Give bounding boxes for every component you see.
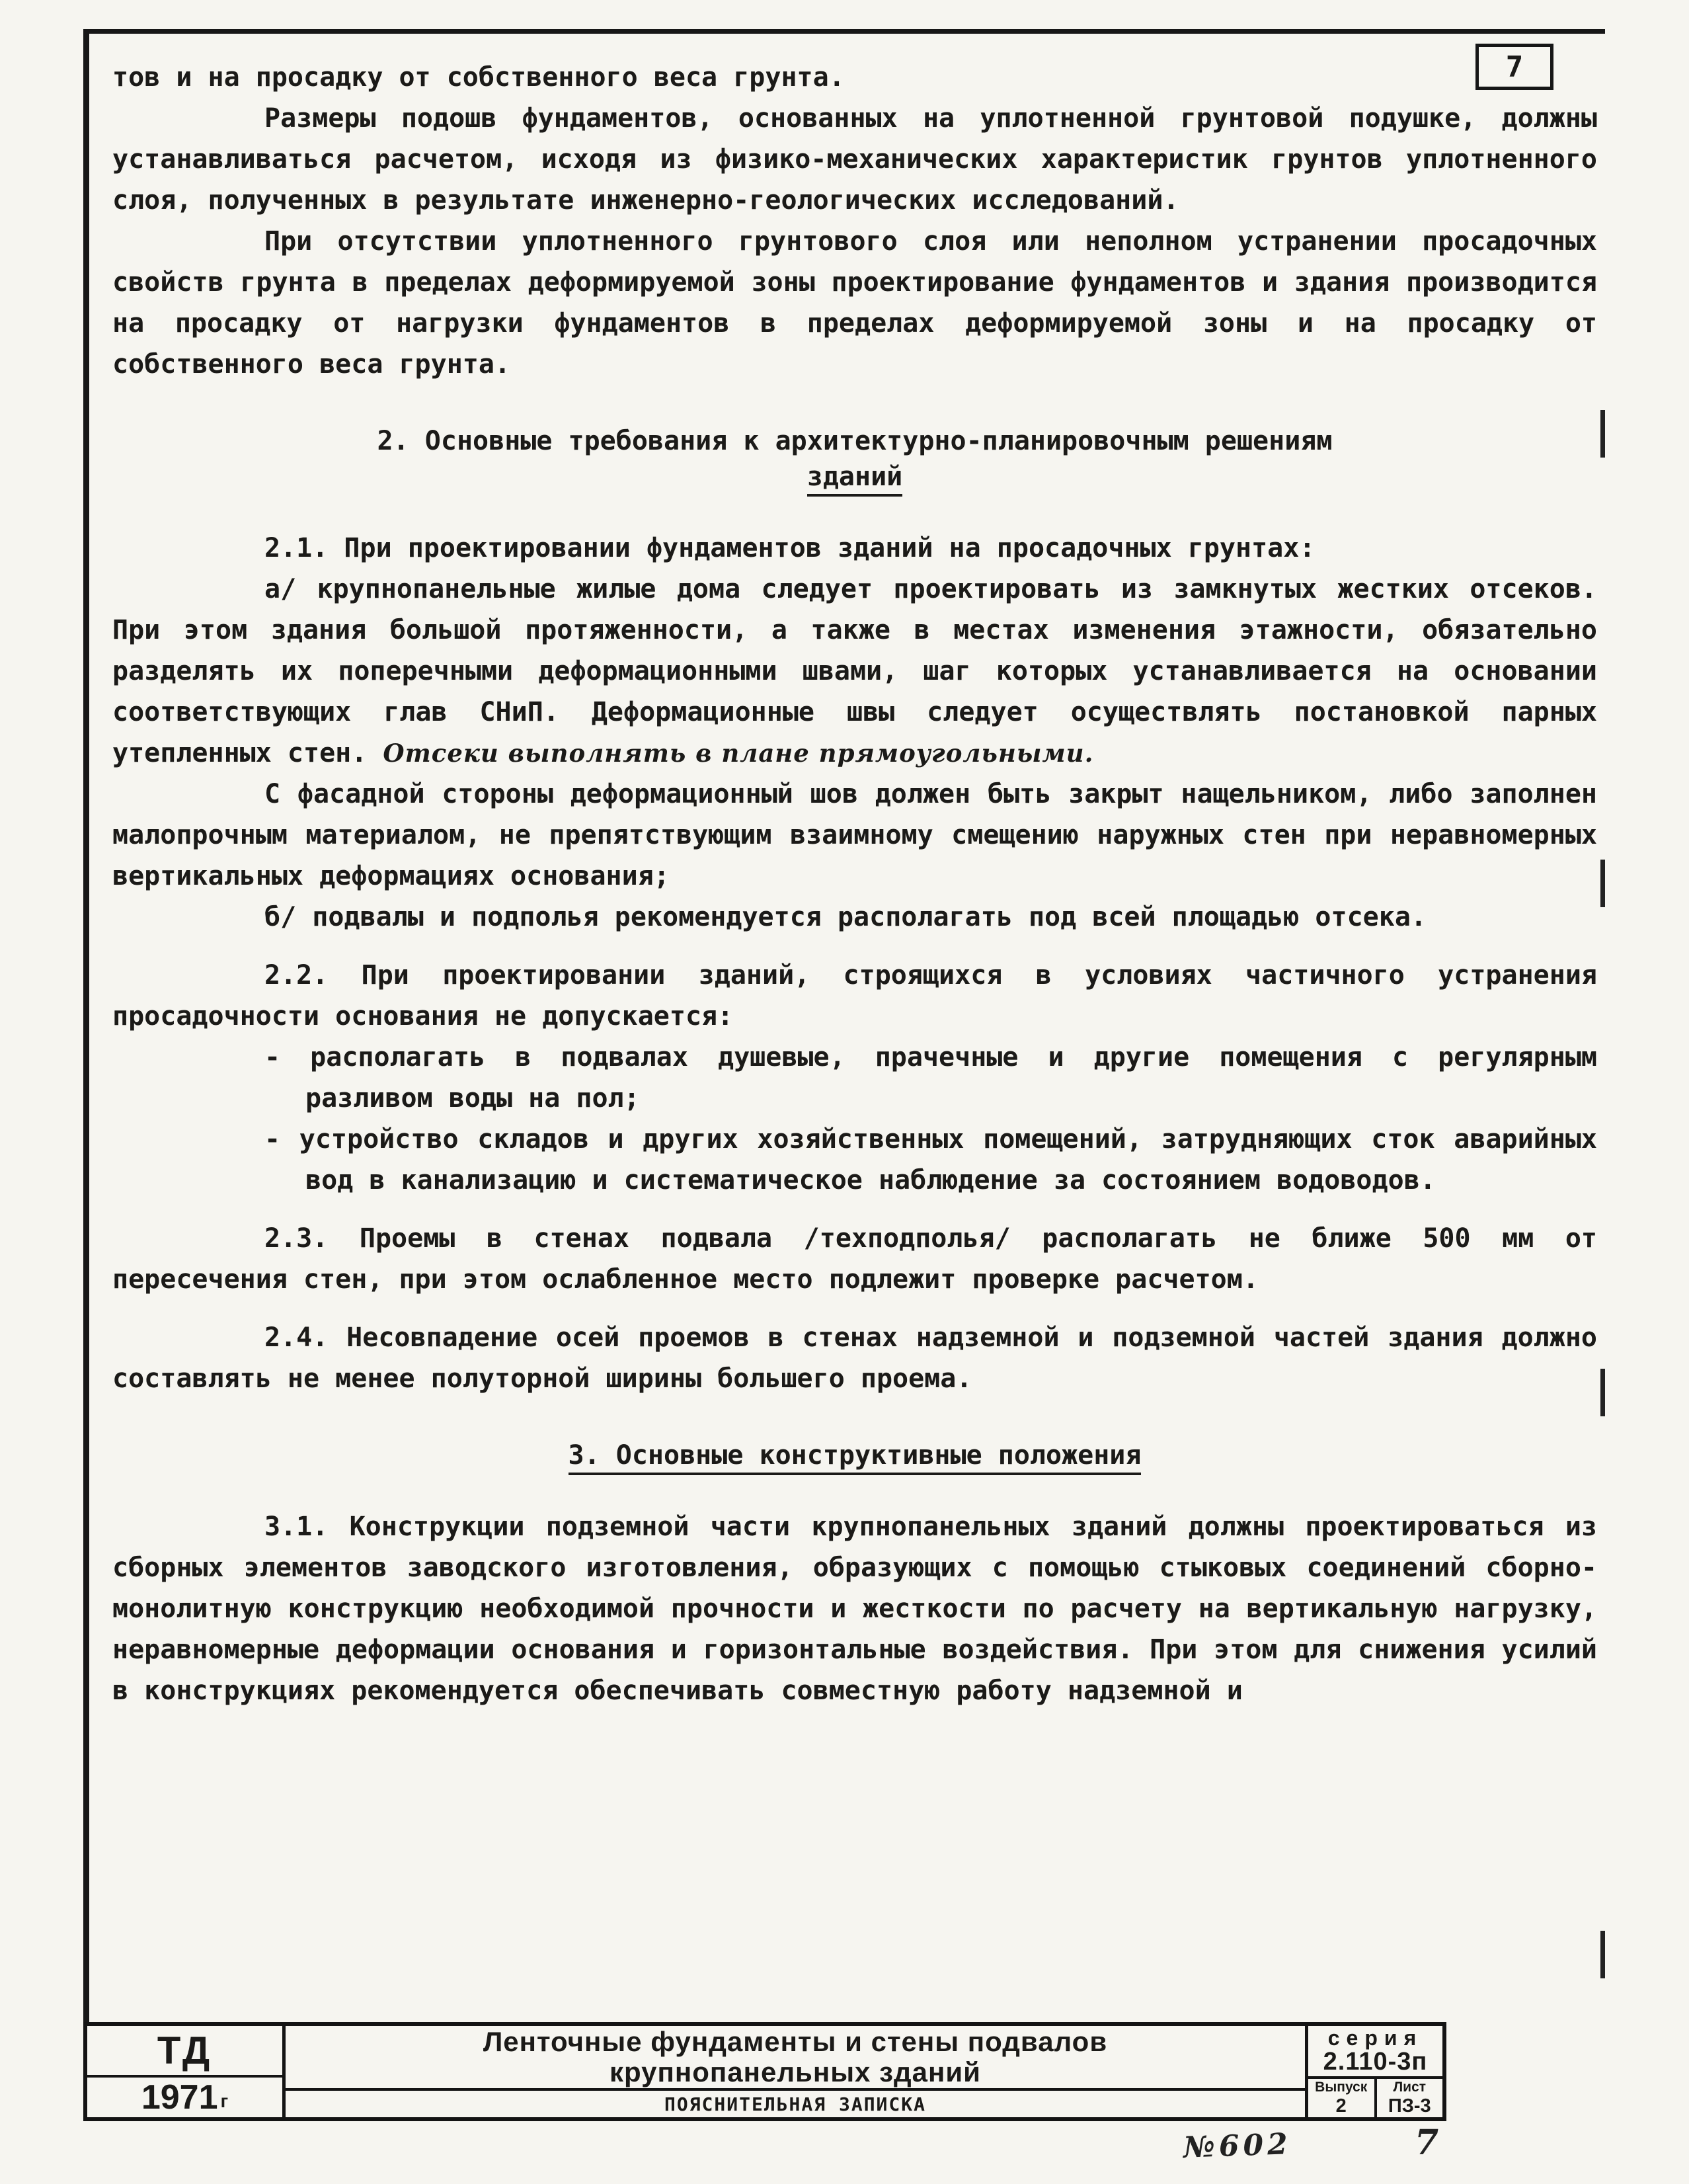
project-title [286, 2026, 1305, 2088]
section-heading: 2. Основные требования к архитектурно-планировочным решениям зданий [112, 423, 1597, 495]
frame-right-border-mark [1600, 1931, 1605, 1978]
frame-top-border [83, 29, 1605, 34]
title-block-left-column [87, 2026, 282, 2117]
paragraph: 3.1. Конструкции подземной части крупнопанельных зданий должны проектироваться из сборных элементов заводского изготовления, образующих с помощью стыковых соединений сборно-монолитную конструкцию необходимой прочности и жесткости по расчету на вертикальную нагрузку, неравномерные деформации основания и горизонтальные воздействия. При этом для снижения усилий в конструкциях рекомендуется обеспечивать совместную работу надземной и [112, 1512, 1597, 1706]
paragraph: тов и на просадку от собственного веса грунта. [112, 62, 845, 93]
frame-left-border [83, 29, 89, 2121]
page-number: 7 [1505, 50, 1524, 84]
paragraph: б/ подвалы и подполья рекомендуется располагать под всей площадью отсека. [264, 902, 1427, 932]
year-suffix: г [220, 2091, 229, 2111]
paragraph: 2.2. При проектировании зданий, строящихся в условиях частичного устранения просадочности основания не допускается: [112, 960, 1597, 1031]
year: 1971 [141, 2078, 218, 2117]
sheet-label: Лист [1393, 2080, 1427, 2095]
handwritten-sheet-number: 7 [1415, 2123, 1439, 2163]
list-item: - устройство складов и других хозяйственных помещений, затрудняющих сток аварийных вод в канализацию и систематическое наблюдение за состоянием водоводов. [264, 1124, 1597, 1195]
issue-label: Выпуск [1315, 2080, 1368, 2095]
paragraph: а/ крупнопанельные жилые дома следует проектировать из замкнутых жестких отсеков. При этом здания большой протяженности, а также в местах изменения этажности, обязательно разделять их поперечными деформационными швами, шаг которых устанавливается на основании соответствующих глав СНиП. Деформационные швы следует осуществлять постановкой парных утепленных стен. Отсеки выполнять в плане прямоугольными. [112, 574, 1597, 768]
issue-cell [1308, 2079, 1374, 2117]
title-block [83, 2022, 1446, 2121]
frame-right-border-mark [1600, 410, 1605, 458]
handwritten-doc-code: №602 [1183, 2127, 1292, 2165]
handwritten-insert: Отсеки выполнять в плане прямоугольными. [383, 739, 1094, 768]
document-type: ПОЯСНИТЕЛЬНАЯ ЗАПИСКА [286, 2088, 1305, 2117]
paragraph: При отсутствии уплотненного грунтового слоя или неполном устранении просадочных свойств грунта в пределах деформируемой зоны проектирование фундаментов и здания производится на просадку от нагрузки фундаментов в пределах деформируемой зоны и на просадку от собственного веса грунта. [112, 226, 1597, 380]
frame-right-border-mark [1600, 860, 1605, 907]
title-block-right-column [1305, 2026, 1442, 2117]
section-heading: 3. Основные конструктивные положения [112, 1437, 1597, 1473]
title-block-center-column [282, 2026, 1305, 2117]
series-cell [1308, 2026, 1442, 2076]
frame-right-border-mark [1600, 1369, 1605, 1416]
paragraph: 2.3. Проемы в стенах подвала /техподполья/ располагать не ближе 500 мм от пересечения стен, при этом ослабленное место подлежит проверке расчетом. [112, 1223, 1597, 1295]
org-mark: ТД [157, 2029, 213, 2072]
project-title-line2: крупнопанельных зданий [609, 2056, 981, 2087]
series-value: 2.110-3п [1323, 2048, 1428, 2076]
paragraph: 2.4. Несовпадение осей проемов в стенах надземной и подземной частей здания должно составлять не менее полуторной ширины большего проема. [112, 1322, 1597, 1394]
paragraph: С фасадной стороны деформационный шов должен быть закрыт нащельником, либо заполнен малопрочным материалом, не препятствующим взаимному смещению наружных стен при неравномерных вертикальных деформациях основания; [112, 779, 1597, 891]
project-title-line1: Ленточные фундаменты и стены подвалов [483, 2026, 1108, 2057]
sheet-value: ПЗ-3 [1388, 2095, 1431, 2117]
list-item: - располагать в подвалах душевые, прачечные и другие помещения с регулярным разливом воды на пол; [264, 1042, 1597, 1113]
document-body [112, 57, 1597, 1711]
paragraph: 2.1. При проектировании фундаментов зданий на просадочных грунтах: [264, 533, 1316, 563]
paragraph: Размеры подошв фундаментов, основанных на уплотненной грунтовой подушке, должны устанавливаться расчетом, исходя из физико-механических характеристик грунтов уплотненного слоя, полученных в результате инженерно-геологических исследований. [112, 103, 1597, 216]
issue-sheet-row [1308, 2076, 1442, 2117]
year-cell [87, 2075, 282, 2117]
series-label: серия [1327, 2026, 1423, 2050]
issue-value: 2 [1335, 2095, 1347, 2117]
sheet-cell [1374, 2079, 1443, 2117]
